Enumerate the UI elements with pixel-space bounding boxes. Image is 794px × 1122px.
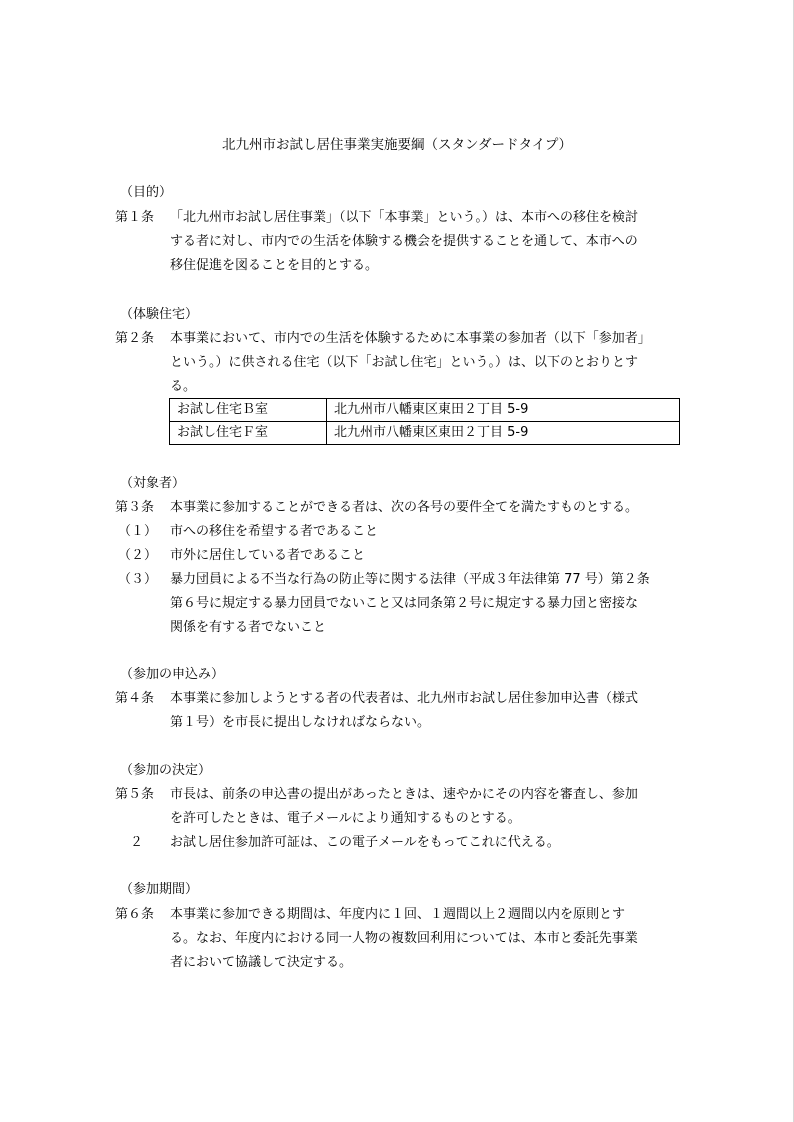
article-5-number: 第５条 (115, 787, 155, 802)
article-4-line-2: 第１号）を市長に提出しなければならない。 (170, 715, 431, 730)
article-2-heading: （体験住宅） (120, 307, 199, 322)
article-2-number: 第２条 (115, 331, 155, 346)
article-1-line-1: 「北九州市お試し居住事業」（以下「本事業」という。）は、本市への移住を検討 (170, 210, 639, 225)
item-1-number: （１） (118, 524, 158, 539)
item-2-number: （２） (118, 548, 158, 563)
article-5-para-2-text: お試し居住参加許可証は、この電子メールをもってこれに代える。 (170, 835, 560, 850)
item-2-text: 市外に居住している者であること (170, 548, 366, 563)
article-5-heading: （参加の決定） (120, 763, 212, 778)
table-row (170, 399, 680, 422)
article-5-line-1: 市長は、前条の申込書の提出があったときは、速やかにその内容を審査し、参加 (170, 787, 638, 802)
article-1-heading: （目的） (120, 185, 173, 200)
article-5-line-2: を許可したときは、電子メールにより通知するものとする。 (170, 811, 521, 826)
item-3-line-1: 暴力団員による不当な行為の防止等に関する法律（平成３年法律第 77 号）第２条 (170, 572, 650, 587)
article-1-line-3: 移住促進を図ることを目的とする。 (170, 258, 379, 273)
article-3-heading: （対象者） (120, 476, 186, 491)
item-3-number: （３） (118, 572, 158, 587)
house-address-cell: 北九州市八幡東区東田２丁目 5-9 (327, 399, 680, 422)
house-name-cell: お試し住宅Ｆ室 (170, 422, 327, 445)
article-4-number: 第４条 (115, 691, 155, 706)
table-row (170, 422, 680, 445)
article-5-para-2-number: ２ (130, 835, 144, 850)
article-6-line-1: 本事業に参加できる期間は、年度内に１回、１週間以上２週間以内を原則とす (170, 907, 626, 922)
item-1-text: 市への移住を希望する者であること (170, 524, 379, 539)
article-2-line-2: という。）に供される住宅（以下「お試し住宅」という。）は、以下のとおりとす (170, 355, 639, 370)
article-2-line-1: 本事業において、市内での生活を体験するために本事業の参加者（以下「参加者」 (170, 331, 651, 346)
article-6-line-3: 者において協議して決定する。 (170, 955, 353, 970)
house-address-cell: 北九州市八幡東区東田２丁目 5-9 (327, 422, 680, 445)
article-4-line-1: 本事業に参加しようとする者の代表者は、北九州市お試し居住参加申込書（様式 (170, 691, 639, 706)
article-6-line-2: る。なお、年度内における同一人物の複数回利用については、本市と委託先事業 (170, 931, 638, 946)
article-3-number: 第３条 (115, 500, 155, 515)
article-4-heading: （参加の申込み） (120, 667, 225, 682)
article-1-line-2: する者に対し、市内での生活を体験する機会を提供することを通して、本市への (170, 234, 638, 249)
document-title: 北九州市お試し居住事業実施要綱（スタンダードタイプ） (222, 137, 572, 153)
article-6-number: 第６条 (115, 907, 155, 922)
article-6-heading: （参加期間） (120, 882, 199, 897)
trial-housing-table (169, 398, 680, 445)
item-3-line-2: 第６号に規定する暴力団員でないこと又は同条第２号に規定する暴力団と密接な (170, 596, 639, 611)
house-name-cell: お試し住宅Ｂ室 (170, 399, 327, 422)
article-3-line-1: 本事業に参加することができる者は、次の各号の要件全てを満たすものとする。 (170, 500, 639, 515)
item-3-line-3: 関係を有する者でないこと (170, 620, 327, 635)
article-2-line-3: る。 (170, 379, 197, 394)
article-1-number: 第１条 (115, 210, 155, 225)
